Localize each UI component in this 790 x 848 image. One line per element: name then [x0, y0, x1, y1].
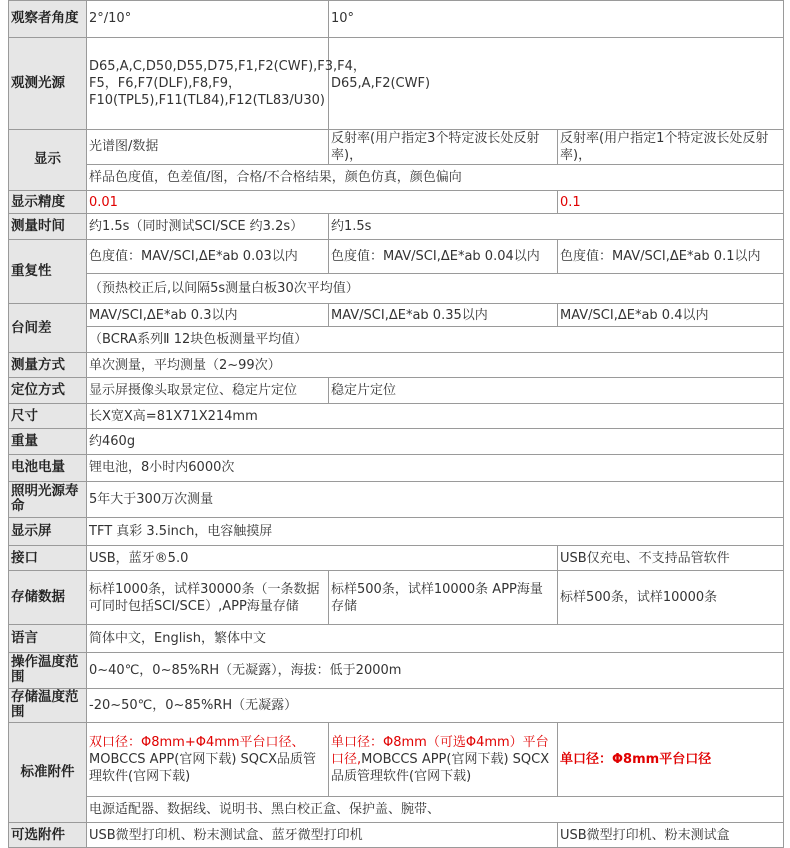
accessories-b-software: MOBCCS APP(官网下载) SQCX品质管理软件(官网下载)	[331, 752, 550, 785]
label-language: 语言	[9, 625, 87, 653]
row-weight	[9, 429, 784, 455]
size: 长X宽X高=81X71X214mm	[87, 403, 784, 429]
repeatability-c: 色度值：MAV/SCI,ΔE*ab 0.1以内	[558, 239, 784, 274]
measure-mode: 单次测量，平均测量（2~99次）	[87, 352, 784, 378]
row-inter-instrument	[9, 304, 784, 327]
row-size	[9, 403, 784, 429]
inter-instrument-c: MAV/SCI,ΔE*ab 0.4以内	[558, 304, 784, 327]
light-source-b: D65,A,F2(CWF)	[329, 37, 784, 129]
display-common: 样品色度值，色差值/图，合格/不合格结果，颜色仿真，颜色偏向	[87, 165, 784, 191]
row-display-common	[9, 165, 784, 191]
row-precision	[9, 190, 784, 213]
inter-instrument-a: MAV/SCI,ΔE*ab 0.3以内	[87, 304, 329, 327]
label-display: 显示	[9, 129, 87, 190]
row-operating-temp	[9, 652, 784, 688]
storage-c: 标样500条，试样10000条	[558, 571, 784, 625]
row-display	[9, 129, 784, 165]
label-storage: 存储数据	[9, 571, 87, 625]
label-measure-time: 测量时间	[9, 214, 87, 240]
label-lamp-life: 照明光源寿命	[9, 481, 87, 518]
row-language	[9, 625, 784, 653]
row-standard-accessories	[9, 723, 784, 796]
row-lamp-life	[9, 481, 784, 518]
row-inter-instrument-note	[9, 327, 784, 353]
accessories-a-software: MOBCCS APP(官网下载) SQCX品质管理软件(官网下载)	[89, 752, 316, 785]
accessories-c	[558, 723, 784, 796]
row-light-source	[9, 37, 784, 129]
label-operating-temp: 操作温度范围	[9, 652, 87, 688]
row-repeatability-note	[9, 274, 784, 304]
lamp-life: 5年大于300万次测量	[87, 481, 784, 518]
row-interface	[9, 545, 784, 571]
accessories-b-aperture: 单口径：Φ8mm（可选Φ4mm）平台口径,	[331, 735, 549, 768]
inter-instrument-b: MAV/SCI,ΔE*ab 0.35以内	[329, 304, 558, 327]
row-storage	[9, 571, 784, 625]
light-source-a: D65,A,C,D50,D55,D75,F1,F2(CWF),F3,F4，F5，F6,F7(DLF),F8,F9，F10(TPL5),F11(TL84),F12(TL83/U30)	[87, 37, 329, 129]
spec-table	[8, 0, 784, 848]
display-a: 光谱图/数据	[87, 129, 329, 165]
storage-temp: -20~50℃，0~85%RH（无凝露）	[87, 688, 784, 723]
row-measure-mode	[9, 352, 784, 378]
label-storage-temp: 存储温度范围	[9, 688, 87, 723]
repeatability-a: 色度值：MAV/SCI,ΔE*ab 0.03以内	[87, 239, 329, 274]
inter-instrument-note: （BCRA系列Ⅱ 12块色板测量平均值）	[87, 327, 784, 353]
precision-c: 0.1	[558, 190, 784, 213]
positioning-a: 显示屏摄像头取景定位、稳定片定位	[87, 378, 329, 404]
label-light-source: 观测光源	[9, 37, 87, 129]
row-battery	[9, 454, 784, 481]
optional-accessories-c: USB微型打印机、粉末测试盒	[558, 823, 784, 848]
display-b: 反射率(用户指定3个特定波长处反射率)，	[329, 129, 558, 165]
measure-time-b: 约1.5s	[329, 214, 784, 240]
label-weight: 重量	[9, 429, 87, 455]
observer-angle-b: 10°	[329, 1, 784, 38]
storage-a: 标样1000条，试样30000条（一条数据可同时包括SCI/SCE）,APP海量存储	[87, 571, 329, 625]
label-measure-mode: 测量方式	[9, 352, 87, 378]
display-c: 反射率(用户指定1个特定波长处反射率)，	[558, 129, 784, 165]
operating-temp: 0~40℃，0~85%RH（无凝露），海拔：低于2000m	[87, 652, 784, 688]
label-screen: 显示屏	[9, 518, 87, 546]
observer-angle-a: 2°/10°	[87, 1, 329, 38]
row-observer-angle	[9, 1, 784, 38]
label-optional-accessories: 可选附件	[9, 823, 87, 848]
label-interface: 接口	[9, 545, 87, 571]
row-measure-time	[9, 214, 784, 240]
accessories-b	[329, 723, 558, 796]
row-repeatability	[9, 239, 784, 274]
row-storage-temp	[9, 688, 784, 723]
precision-a: 0.01	[87, 190, 558, 213]
row-standard-accessories-common	[9, 796, 784, 823]
label-positioning: 定位方式	[9, 378, 87, 404]
row-optional-accessories	[9, 823, 784, 848]
storage-b: 标样500条，试样10000条 APP海量存储	[329, 571, 558, 625]
repeatability-note: （预热校正后,以间隔5s测量白板30次平均值）	[87, 274, 784, 304]
label-precision: 显示精度	[9, 190, 87, 213]
language: 简体中文，English，繁体中文	[87, 625, 784, 653]
label-repeatability: 重复性	[9, 239, 87, 303]
optional-accessories-a: USB微型打印机、粉末测试盒、蓝牙微型打印机	[87, 823, 558, 848]
accessories-common: 电源适配器、数据线、说明书、黑白校正盒、保护盖、腕带、	[87, 796, 784, 823]
interface-a: USB，蓝牙®5.0	[87, 545, 558, 571]
positioning-b: 稳定片定位	[329, 378, 784, 404]
label-battery: 电池电量	[9, 454, 87, 481]
measure-time-a: 约1.5s（同时测试SCI/SCE 约3.2s）	[87, 214, 329, 240]
row-positioning	[9, 378, 784, 404]
label-standard-accessories: 标准附件	[9, 723, 87, 823]
accessories-a	[87, 723, 329, 796]
battery: 锂电池，8小时内6000次	[87, 454, 784, 481]
screen: TFT 真彩 3.5inch，电容触摸屏	[87, 518, 784, 546]
repeatability-b: 色度值：MAV/SCI,ΔE*ab 0.04以内	[329, 239, 558, 274]
accessories-c-aperture: 单口径：Φ8mm平台口径	[560, 752, 712, 768]
accessories-a-aperture: 双口径：Φ8mm+Φ4mm平台口径、	[89, 735, 305, 751]
interface-c: USB仅充电、不支持品管软件	[558, 545, 784, 571]
label-inter-instrument: 台间差	[9, 304, 87, 353]
weight: 约460g	[87, 429, 784, 455]
row-screen	[9, 518, 784, 546]
label-observer-angle: 观察者角度	[9, 1, 87, 38]
label-size: 尺寸	[9, 403, 87, 429]
